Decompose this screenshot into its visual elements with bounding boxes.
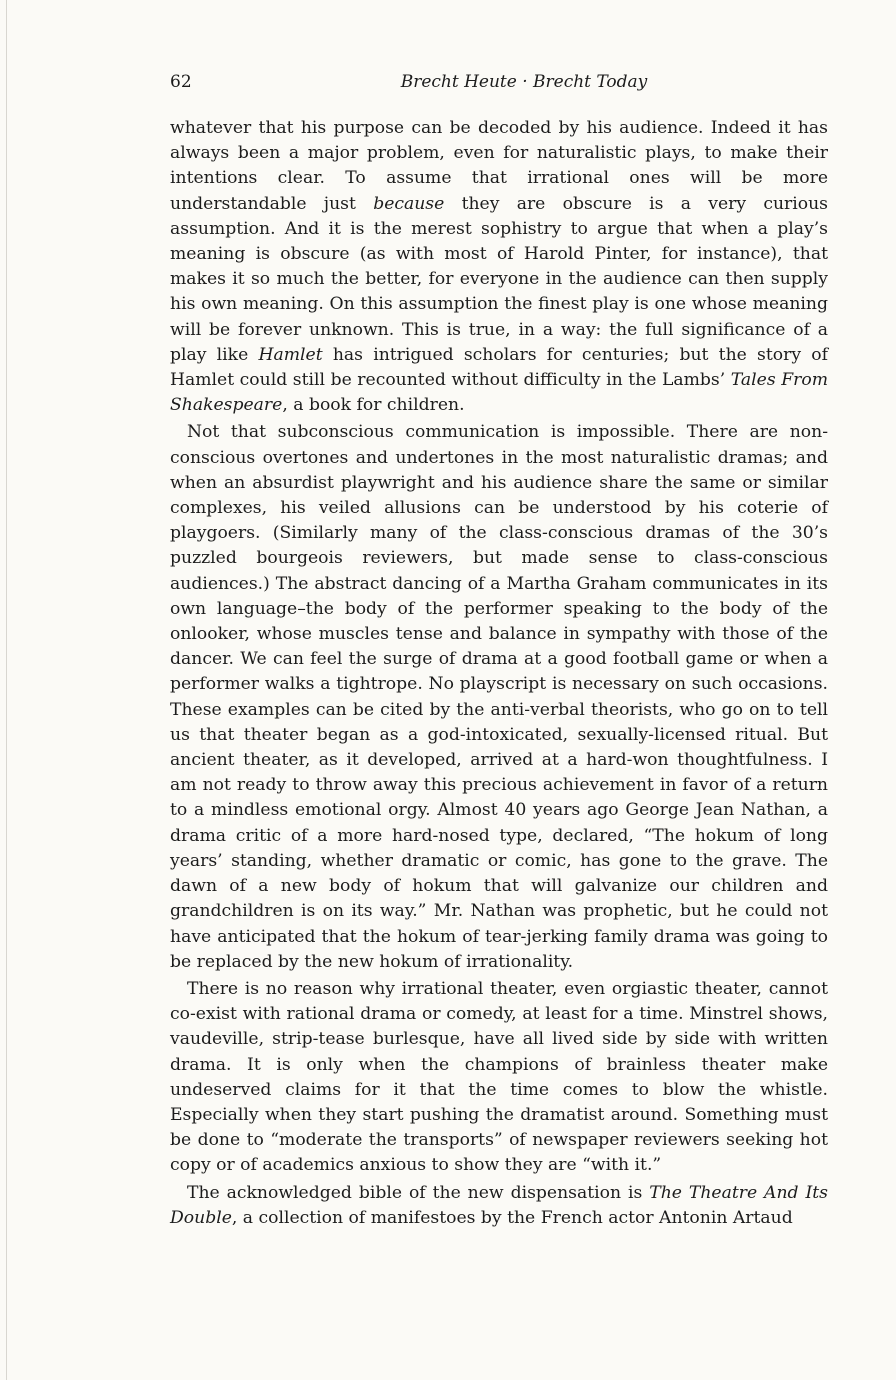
text-segment: , a collection of manifestoes by the French actor Antonin Artaud [231, 1207, 793, 1228]
emphasis: Hamlet [258, 344, 323, 365]
text-segment: The acknowledged bible of the new dispensation is [187, 1182, 650, 1203]
emphasis: Tales From Shakespeare [170, 370, 828, 416]
text-segment: they are obscure is a very curious assumption. And it is the merest sophistry to argue that when a play’s meaning is obscure (as with most of Harold Pinter, for instance), that makes it so much the better, for everyone in the audience can then supply his own meaning. On this assumption the finest play is one whose meaning will be forever unknown. This is true, in a way: the full significance of a play like [170, 193, 829, 365]
paragraph-2 [170, 420, 828, 974]
paragraph-4 [170, 1181, 828, 1231]
running-title: Brecht Heute · Brecht Today [400, 72, 648, 92]
text-segment: , a book for children. [282, 395, 465, 416]
page-edge-line [6, 0, 7, 1380]
emphasis: because [373, 193, 445, 214]
body-text [170, 116, 828, 1233]
text-segment: has intrigued scholars for centuries; but the story of Hamlet could still be recounted without difficulty in the Lambs’ [170, 344, 828, 391]
emphasis: The Theatre And Its Double [170, 1182, 829, 1228]
page-number: 62 [170, 72, 192, 92]
page-header [170, 72, 828, 100]
paragraph-3 [170, 977, 828, 1179]
paragraph-1 [170, 116, 828, 418]
text-segment: Not that subconscious communication is impossible. There are non-conscious overtones and undertones in the most naturalistic dramas; and when an absurdist playwright and his audience share the same or similar complexes, his veiled allusions can be understood by his coterie of playgoers. (Similarly many of the class-conscious dramas of the 30’s puzzled bourgeois reviewers, but made sense to class-conscious audiences.) The abstract dancing of a Martha Graham communicates in its own language–the body of the performer speaking to the body of the onlooker, whose muscles tense and balance in sympathy with those of the dancer. We can feel the surge of drama at a good football game or when a performer walks a tightrope. No playscript is necessary on such occasions. These examples can be cited by the anti-verbal theorists, who go on to tell us that theater began as a god-intoxicated, sexually-licensed ritual. But ancient theater, as it developed, arrived at a hard-won thoughtfulness. I am not ready to throw away this precious achievement in favor of a return to a mindless emotional orgy. Almost 40 years ago George Jean Nathan, a drama critic of a more hard-nosed type, declared, “The hokum of long years’ standing, whether dramatic or comic, has gone to the grave. The dawn of a new body of hokum that will galvanize our children and grandchildren is on its way.” Mr. Nathan was prophetic, but he could not have anticipated that the hokum of tear-jerking family drama was going to be replaced by the new hokum of irrationality. [170, 422, 828, 972]
text-segment: There is no reason why irrational theater, even orgiastic theater, cannot co-exist with rational drama or comedy, at least for a time. Minstrel shows, vaudeville, strip-tease burlesque, have all lived side by side with written drama. It is only when the champions of brainless theater make undeserved claims for it that the time comes to blow the whistle. Especially when they start pushing the dramatist around. Something must be done to “moderate the transports” of newspaper reviewers seeking hot copy or of academics anxious to show they are “with it.” [170, 978, 828, 1176]
text-segment: whatever that his purpose can be decoded by his audience. Indeed it has always been a major problem, even for naturalistic plays, to make their intentions clear. To assume that irrational ones will be more understandable just [170, 118, 828, 214]
